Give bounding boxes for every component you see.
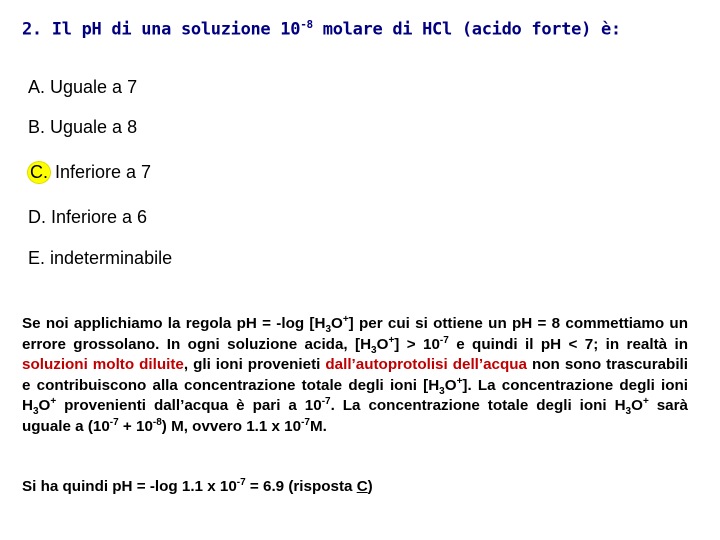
option-e bbox=[28, 248, 172, 269]
option-letter: B. bbox=[28, 117, 46, 137]
option-letter-highlighted: C. bbox=[30, 162, 48, 182]
question-title bbox=[22, 18, 621, 40]
question-prefix: 2. Il pH di una soluzione 10 bbox=[22, 19, 301, 40]
option-letter: A. bbox=[28, 77, 46, 97]
option-text: Inferiore a 7 bbox=[50, 162, 152, 182]
option-a bbox=[28, 77, 137, 98]
option-letter: D. bbox=[28, 207, 46, 227]
question-suffix: molare di HCl (acido forte) è: bbox=[312, 19, 621, 40]
option-c bbox=[28, 162, 151, 183]
option-text: Inferiore a 6 bbox=[46, 207, 148, 227]
explanation-paragraph: Se noi applichiamo la regola pH = -log $[H_3O^+]$ per cui si ottiene un pH = 8 commettiamo un errore grossolano. In ogni soluzione acida, $[H_3O^+] > 10^{-7}$ e quindi il pH < 7; in realtà in soluzioni molto diluite, gli ioni provenieti dall’autoprotolisi dell’acqua non sono trascurabili e contribuiscono alla concentrazione totale degli ioni $[H_3O^+]$. La concentrazione degli ioni $H_3O^+$ provenienti dall’acqua è pari a $10^{-7}$. La concentrazione totale degli ioni $H_3O^+$ sarà uguale a $(10^{-7} + 10^{-8})$ M, ovvero 1.1 x $10^{-7}M$. bbox=[22, 313, 688, 435]
option-b bbox=[28, 117, 137, 138]
emphasis-dilute-solutions: soluzioni molto diluite bbox=[22, 356, 184, 373]
question-exponent: -8 bbox=[300, 18, 313, 31]
option-d bbox=[28, 207, 147, 228]
conclusion-line: Si ha quindi pH = -log 1.1 x $10^{-7} = 6.9$ (risposta C) bbox=[22, 476, 373, 495]
option-letter: E. bbox=[28, 248, 46, 268]
option-text: indeterminabile bbox=[45, 248, 173, 268]
option-text: Uguale a 8 bbox=[45, 117, 138, 137]
emphasis-autoprotolysis: dall’autoprotolisi dell’acqua bbox=[325, 356, 527, 373]
option-text: Uguale a 7 bbox=[45, 77, 138, 97]
answer-letter: C bbox=[356, 478, 368, 495]
